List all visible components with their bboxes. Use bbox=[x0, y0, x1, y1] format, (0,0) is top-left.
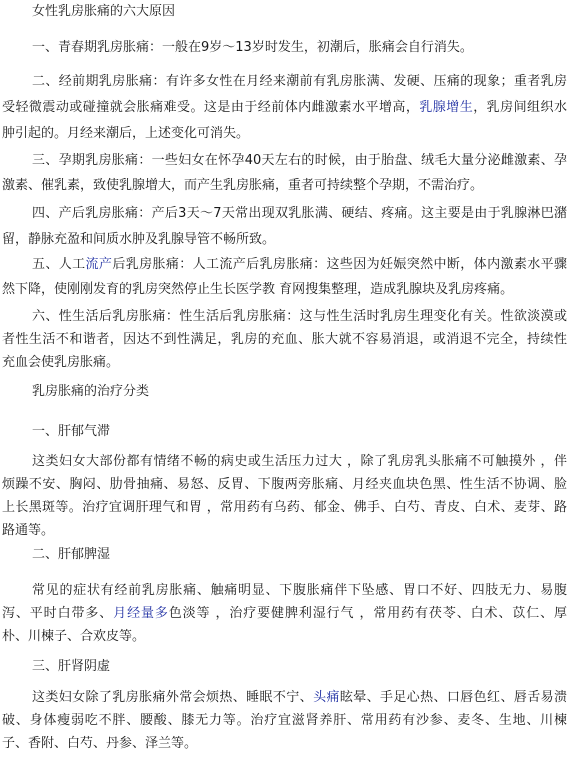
paragraph-6-line-3: 充血会使乳房胀痛。 bbox=[2, 355, 120, 370]
paragraph-7-line-1: 乳房胀痛的治疗分类 bbox=[32, 384, 150, 399]
paragraph-13-line-3: 子、香附、白芍、丹参、泽兰等。 bbox=[2, 736, 198, 751]
keyword-link[interactable]: 流产 bbox=[85, 257, 113, 272]
paragraph-8-line-1: 一、肝郁气滞 bbox=[32, 424, 111, 439]
line-text-pre: 五、人工 bbox=[32, 257, 86, 272]
paragraph-3-line-2: 激素、催乳素，致使乳腺增大，而产生乳房胀痛，重者可持续整个孕期，不需治疗。 bbox=[2, 178, 484, 193]
paragraph-13-line-2: 破、身体瘦弱吃不胖、腰酸、膝无力等。治疗宜滋肾养肝、常用药有沙参、麦冬、生地、川楝 bbox=[2, 713, 567, 728]
paragraph-2-line-3: 肿引起的。月经来潮后，上述变化可消失。 bbox=[2, 126, 250, 141]
paragraph-5-line-2: 然下降，使刚刚发育的乳房突然停止生长医学教 育网搜集整理，造成乳腺块及乳房疼痛。 bbox=[2, 282, 514, 297]
line-text-pre: 泻、平时白带多、 bbox=[2, 606, 114, 621]
paragraph-13-line-1 bbox=[32, 689, 567, 707]
paragraph-5-line-1 bbox=[32, 256, 567, 274]
paragraph-6-line-2: 者性生活不和谐者，因达不到性满足，乳房的充血、胀大就不容易消退，或消退不完全，持续性 bbox=[2, 332, 567, 347]
paragraph-12-line-1: 三、肝肾阴虚 bbox=[32, 659, 111, 674]
paragraph-11-line-2 bbox=[2, 605, 567, 623]
line-text-pre: 受轻微震动或碰撞就会胀痛难受。这是由于经前体内雌激素水平增高， bbox=[2, 100, 420, 115]
line-text-post: ，乳房间组织水 bbox=[473, 100, 567, 115]
keyword-link[interactable]: 乳腺增生 bbox=[419, 100, 474, 115]
line-text-pre: 这类妇女除了乳房胀痛外常会烦热、睡眠不宁、 bbox=[32, 690, 314, 705]
line-text-post: 后乳房胀痛：人工流产后乳房胀痛：这些因为妊娠突然中断，体内激素水平骤 bbox=[112, 257, 567, 272]
paragraph-2-line-2 bbox=[2, 99, 567, 117]
paragraph-11-line-1: 常见的症状有经前乳房胀痛、触痛明显、下腹胀痛伴下坠感、胃口不好、四肢无力、易腹 bbox=[32, 583, 567, 598]
paragraph-2-line-1: 二、经前期乳房胀痛：有许多女性在月经来潮前有乳房胀满、发硬、压痛的现象；重者乳房 bbox=[32, 74, 567, 89]
article-title: 女性乳房胀痛的六大原因 bbox=[32, 4, 176, 19]
line-text-post: 色淡等 ，治疗要健脾利湿行气 ，常用药有茯苓、白术、苡仁、厚 bbox=[168, 606, 567, 621]
paragraph-9-line-1: 这类妇女大部份都有情绪不畅的病史或生活压力过大 ，除了乳房乳头胀痛不可触摸外 ，伴 bbox=[32, 454, 567, 469]
paragraph-9-line-4: 路通等。 bbox=[2, 523, 55, 538]
paragraph-11-line-3: 朴、川楝子、合欢皮等。 bbox=[2, 629, 146, 644]
paragraph-4-line-2: 留，静脉充盈和间质水肿及乳腺导管不畅所致。 bbox=[2, 232, 276, 247]
keyword-link[interactable]: 头痛 bbox=[313, 690, 340, 705]
paragraph-9-line-2: 烦躁不安、胸闷、肋骨抽痛、易怒、反胃、下腹两旁胀痛、月经夹血块色黑、性生活不协调、脸 bbox=[2, 477, 567, 492]
paragraph-9-line-3: 上长黑斑等。治疗宜调肝理气和胃 ，常用药有乌药、郁金、佛手、白芍、青皮、白术、麦芽、路 bbox=[2, 500, 567, 515]
paragraph-3-line-1: 三、孕期乳房胀痛：一些妇女在怀孕40天左右的时候，由于胎盘、绒毛大量分泌雌激素、孕 bbox=[32, 153, 567, 168]
keyword-link[interactable]: 月经量多 bbox=[113, 606, 169, 621]
paragraph-6-line-1: 六、性生活后乳房胀痛：性生活后乳房胀痛：这与性生活时乳房生理变化有关。性欲淡漠或 bbox=[32, 309, 567, 324]
line-text-post: 眩晕、手足心热、口唇色红、唇舌易溃 bbox=[339, 690, 567, 705]
paragraph-4-line-1: 四、产后乳房胀痛：产后3天～7天常出现双乳胀满、硬结、疼痛。这主要是由于乳腺淋巴潴 bbox=[32, 206, 567, 221]
paragraph-10-line-1: 二、肝郁脾湿 bbox=[32, 547, 111, 562]
paragraph-1-line-1: 一、青春期乳房胀痛：一般在9岁～13岁时发生，初潮后，胀痛会自行消失。 bbox=[32, 40, 473, 55]
